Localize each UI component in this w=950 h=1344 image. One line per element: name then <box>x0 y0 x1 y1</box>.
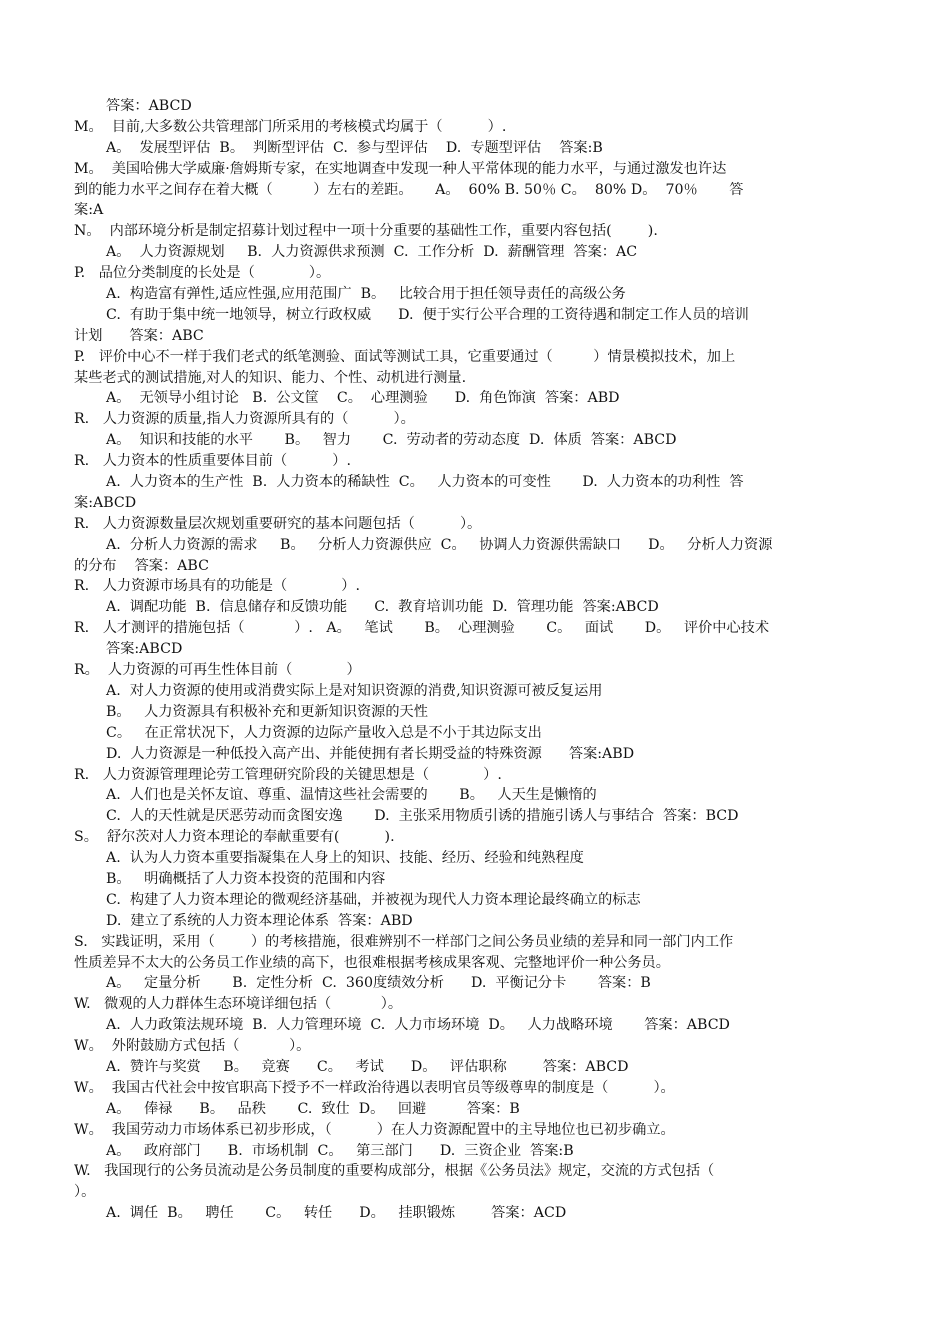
text-line: M。 目前,大多数公共管理部门所采用的考核模式均属于（ ）. <box>74 118 507 135</box>
text-line: A. 调配功能 B. 信息储存和反馈功能 C. 教育培训功能 D. 管理功能 答案:ABCD <box>106 599 659 616</box>
text-line: B。 明确概括了人力资本投资的范围和内容 <box>106 870 386 887</box>
text-line: A. 人力政策法规环境 B. 人力管理环境 C. 人力市场环境 D。 人力战略环境 答案：ABCD <box>106 1017 730 1034</box>
text-line: A。 知识和技能的水平 B。 智力 C. 劳动者的劳动态度 D. 体质 答案：ABCD <box>106 432 677 449</box>
text-line: W。 我国古代社会中按官职高下授予不一样政治待遇以表明官员等级尊卑的制度是（ ）。 <box>74 1079 675 1096</box>
text-line: S。 舒尔茨对人力资本理论的奉献重要有( ). <box>74 829 395 846</box>
text-line: W. 微观的人力群体生态环境详细包括（ ）。 <box>74 996 403 1013</box>
text-line: 到的能力水平之间存在着大概（ ）左右的差距。 A。 60% B. 50％ C。 80% D。 70％ 答 <box>74 181 744 198</box>
text-line: A. 人们也是关怀友谊、尊重、温情这些社会需要的 B。 人天生是懒惰的 <box>106 787 597 804</box>
text-line: A. 调任 B。 聘任 C。 转任 D。 挂职锻炼 答案：ACD <box>106 1205 567 1222</box>
text-line: 案:ABCD <box>74 494 137 511</box>
text-line: B。 人力资源具有积极补充和更新知识资源的天性 <box>106 703 428 720</box>
text-line: 案:A <box>74 202 104 219</box>
text-line: S. 实践证明，采用（ ）的考核措施，很难辨别不一样部门之间公务员业绩的差异和同一部门内工作 <box>74 933 734 950</box>
text-line: R. 人力资本的性质重要体目前（ ）. <box>74 453 351 470</box>
text-line: P. 评价中心不一样于我们老式的纸笔测验、面试等测试工具，它重要通过（ ）情景模拟技术，加上 <box>74 348 736 365</box>
text-line: C. 构建了人力资本理论的微观经济基础，并被视为现代人力资本理论最终确立的标志 <box>106 891 641 908</box>
text-line: A. 认为人力资本重要指凝集在人身上的知识、技能、经历、经验和纯熟程度 <box>106 850 584 867</box>
text-line: ）。 <box>74 1184 96 1201</box>
text-line: W. 我国现行的公务员流动是公务员制度的重要构成部分，根据《公务员法》规定，交流的方式包括（ <box>74 1163 715 1180</box>
text-line: A。 政府部门 B. 市场机制 C。 第三部门 D. 三资企业 答案:B <box>106 1142 574 1159</box>
text-line: R. 人力资源市场具有的功能是（ ）. <box>74 578 360 595</box>
text-line: 计划 答案：ABC <box>74 327 204 344</box>
text-line: A。 无领导小组讨论 B. 公文筐 C。 心理测验 D. 角色饰演 答案：ABD <box>106 390 620 407</box>
text-line: A。 俸禄 B。 品秩 C. 致仕 D。 回避 答案：B <box>106 1100 520 1117</box>
text-line: A. 赞许与奖赏 B。 竞赛 C。 考试 D。 评估职称 答案：ABCD <box>106 1058 629 1075</box>
text-line: D. 人力资源是一种低投入高产出、并能使拥有者长期受益的特殊资源 答案:ABD <box>106 745 635 762</box>
text-line: R. 人力资源数量层次规划重要研究的基本问题包括（ ）。 <box>74 515 482 532</box>
text-line: 答案：ABCD <box>106 98 192 114</box>
text-line: 答案:ABCD <box>106 641 183 658</box>
text-line: A. 构造富有弹性,适应性强,应用范围广 B。 比较合用于担任领导责任的高级公务 <box>106 286 626 303</box>
text-line: A. 人力资本的生产性 B. 人力资本的稀缺性 C。 人力资本的可变性 D. 人力资本的功利性 答 <box>106 474 744 491</box>
text-line: A。 定量分析 B. 定性分析 C. 360度绩效分析 D. 平衡记分卡 答案：B <box>106 975 651 992</box>
text-line: W。 外附鼓励方式包括（ ）。 <box>74 1038 311 1055</box>
text-line: A. 对人力资源的使用或消费实际上是对知识资源的消费,知识资源可被反复运用 <box>106 682 603 699</box>
text-line: C。 在正常状况下，人力资源的边际产量收入总是不小于其边际支出 <box>106 724 542 741</box>
text-line: N。 内部环境分析是制定招募计划过程中一项十分重要的基础性工作，重要内容包括( ). <box>74 223 658 240</box>
text-line: 某些老式的测试措施,对人的知识、能力、个性、动机进行测量. <box>74 369 467 386</box>
text-line: M。 美国哈佛大学威廉·詹姆斯专家，在实地调查中发现一种人平常体现的能力水平，与通过激发也许达 <box>74 160 727 177</box>
text-line: 性质差异不太大的公务员工作业绩的高下，也很难根据考核成果客观、完整地评价一种公务员。 <box>74 954 670 971</box>
text-line: P. 品位分类制度的长处是（ ）。 <box>74 265 331 282</box>
text-line: R. 人力资源管理理论劳工管理研究阶段的关键思想是（ ）. <box>74 766 502 783</box>
text-line: C. 人的天性就是厌恶劳动而贪图安逸 D. 主张采用物质引诱的措施引诱人与事结合 答案：BCD <box>106 808 739 825</box>
text-line: C. 有助于集中统一地领导，树立行政权威 D. 便于实行公平合理的工资待遇和制定工作人员的培训 <box>106 306 749 323</box>
text-line: 的分布 答案：ABC <box>74 557 209 574</box>
text-line: A. 分析人力资源的需求 B。 分析人力资源供应 C。 协调人力资源供需缺口 D。 分析人力资源 <box>106 536 773 553</box>
text-line: D. 建立了系统的人力资本理论体系 答案：ABD <box>106 912 413 929</box>
text-line: W。 我国劳动力市场体系已初步形成，（ ）在人力资源配置中的主导地位也已初步确立。 <box>74 1121 675 1138</box>
document-page <box>0 96 950 1224</box>
text-line: R. 人才测评的措施包括（ ）. A。 笔试 B。 心理测验 C。 面试 D。 评价中心技术 <box>74 620 770 637</box>
text-line: R. 人力资源的质量,指人力资源所具有的（ ）。 <box>74 411 415 428</box>
text-line: A。 人力资源规划 B. 人力资源供求预测 C. 工作分析 D. 薪酬管理 答案：AC <box>106 244 638 261</box>
text-line: R。 人力资源的可再生性体目前（ ） <box>74 662 361 679</box>
text-line: A。 发展型评估 B。 判断型评估 C. 参与型评估 D. 专题型评估 答案:B <box>106 139 603 156</box>
